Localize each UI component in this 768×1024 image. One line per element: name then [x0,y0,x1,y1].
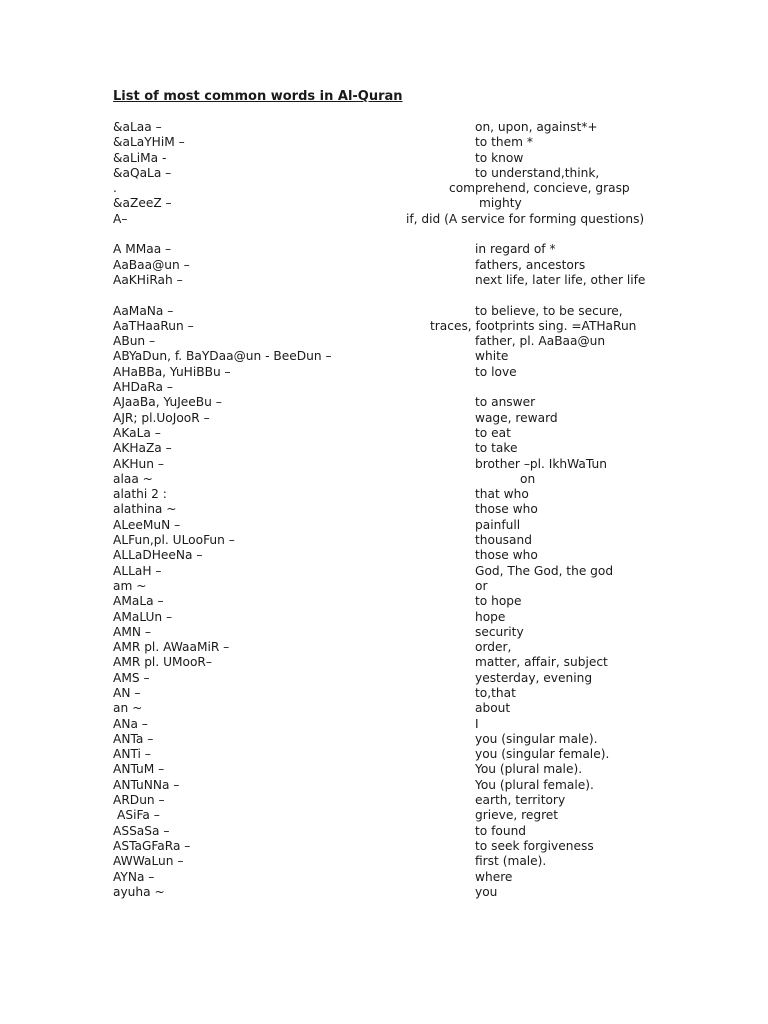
word-term: alaa ~ [113,471,153,486]
blank-line [0,227,768,242]
list-item [0,273,768,288]
word-meaning: fathers, ancestors [475,257,586,272]
word-term: AaMaNa – [113,303,174,318]
list-item [0,304,768,319]
word-meaning: traces, footprints sing. =ATHaRun [430,318,637,333]
list-item [0,732,768,747]
word-meaning: hope [475,609,506,624]
word-term: . [113,181,117,196]
word-term: am ~ [113,578,147,593]
list-item [0,594,768,609]
word-meaning: in regard of * [475,242,556,257]
list-item [0,319,768,334]
word-term: ASiFa – [117,808,160,823]
word-meaning: to seek forgiveness [475,838,594,853]
word-term: AKaLa – [113,425,161,440]
word-meaning: to eat [475,425,511,440]
word-meaning: brother –pl. IkhWaTun [475,456,607,471]
list-item [0,793,768,808]
word-term: AJaaBa, YuJeeBu – [113,395,222,410]
blank-line [0,288,768,303]
word-meaning: father, pl. AaBaa@un [475,334,606,349]
word-term: ABYaDun, f. BaYDaa@un - BeeDun – [113,349,332,364]
word-term: ANTuNNa – [113,777,180,792]
page-title: List of most common words in Al-Quran [113,89,403,104]
word-meaning: that who [475,487,529,502]
list-item [0,717,768,732]
word-term: ANTuM – [113,762,165,777]
word-term: AKHun – [113,456,164,471]
word-term: ALeeMuN – [113,517,181,532]
word-term: AHDaRa – [113,380,173,395]
word-meaning: those who [475,548,538,563]
word-meaning: to found [475,823,527,838]
list-item [0,808,768,823]
word-term: AMaLUn – [113,609,173,624]
list-item [0,885,768,900]
list-item [0,839,768,854]
word-meaning: to love [475,364,517,379]
list-item [0,472,768,487]
word-meaning: mighty [479,196,522,211]
word-meaning: grieve, regret [475,808,559,823]
word-meaning: to,that [475,685,516,700]
list-item [0,762,768,777]
word-meaning: to believe, to be secure, [475,303,623,318]
word-term: ALLaDHeeNa – [113,548,203,563]
word-meaning: if, did (A service for forming questions) [406,211,645,226]
word-term: AKHaZa – [113,441,172,456]
word-term: ASSaSa – [113,823,170,838]
word-term: AYNa – [113,869,155,884]
word-meaning: about [475,701,511,716]
list-item [0,671,768,686]
list-item [0,747,768,762]
list-item [0,196,768,211]
word-meaning: to take [475,441,518,456]
list-item [0,166,768,181]
word-term: ayuha ~ [113,884,165,899]
word-term: AHaBBa, YuHiBBu – [113,364,231,379]
list-item [0,395,768,410]
word-term: alathina ~ [113,502,177,517]
list-item [0,181,768,196]
word-term: AN – [113,685,141,700]
list-item [0,610,768,625]
word-term: AMaLa – [113,594,164,609]
word-meaning: I [475,716,479,731]
list-item [0,518,768,533]
list-item [0,564,768,579]
list-item [0,487,768,502]
word-meaning: to know [475,150,524,165]
word-meaning: yesterday, evening [475,670,593,685]
word-meaning: wage, reward [475,410,558,425]
word-term: ALLaH – [113,563,162,578]
word-meaning: to answer [475,395,536,410]
word-meaning: you (singular male). [475,731,598,746]
word-term: ANTa – [113,731,154,746]
word-meaning: on, upon, against*+ [475,120,598,134]
list-item [0,778,768,793]
word-term: an ~ [113,701,143,716]
list-item [0,135,768,150]
word-meaning: or [475,578,488,593]
word-meaning: God, The God, the god [475,563,614,578]
list-item [0,365,768,380]
list-item [0,426,768,441]
word-meaning: where [475,869,513,884]
word-meaning: you [475,884,498,899]
word-term: AaKHiRah – [113,272,183,287]
word-term: AMR pl. AWaaMiR – [113,640,230,655]
word-term: &aQaLa – [113,165,172,180]
list-item [0,854,768,869]
list-item [0,441,768,456]
word-meaning: white [475,349,509,364]
word-term: AaBaa@un – [113,257,190,272]
list-item [0,548,768,563]
list-item [0,212,768,227]
list-item [0,579,768,594]
word-term: AWWaLun – [113,854,184,869]
list-item [0,120,768,135]
list-item [0,258,768,273]
word-meaning: comprehend, concieve, grasp [449,181,630,196]
word-term: AaTHaaRun – [113,318,194,333]
word-list [0,120,768,900]
word-meaning: order, [475,640,512,655]
list-item [0,655,768,670]
list-item [0,457,768,472]
list-item [0,349,768,364]
list-item [0,380,768,395]
list-item [0,701,768,716]
word-meaning: thousand [475,533,532,548]
word-meaning: You (plural male). [475,762,583,777]
word-meaning: matter, affair, subject [475,655,608,670]
word-term: alathi 2 : [113,487,167,502]
word-meaning: first (male). [475,854,547,869]
word-term: A– [113,211,128,226]
word-meaning: earth, territory [475,793,566,808]
word-term: ASTaGFaRa – [113,838,191,853]
word-meaning: to them * [475,135,533,150]
word-term: AMN – [113,624,151,639]
word-term: ANa – [113,716,148,731]
list-item [0,502,768,517]
word-term: &aLaYHiM – [113,135,185,150]
word-meaning: security [475,624,524,639]
list-item [0,334,768,349]
word-term: &aLiMa - [113,150,167,165]
list-item [0,870,768,885]
list-item [0,411,768,426]
word-term: ANTi – [113,747,151,762]
list-item [0,533,768,548]
list-item [0,686,768,701]
word-term: AMS – [113,670,150,685]
word-term: ARDun – [113,793,165,808]
word-meaning: You (plural female). [475,777,594,792]
word-meaning: next life, later life, other life [475,272,646,287]
list-item [0,824,768,839]
word-meaning: those who [475,502,538,517]
list-item [0,640,768,655]
word-term: &aLaa – [113,120,162,134]
list-item [0,151,768,166]
word-meaning: you (singular female). [475,747,610,762]
list-item [0,242,768,257]
list-item [0,625,768,640]
word-meaning: to understand,think, [475,165,600,180]
word-term: AMR pl. UMooR– [113,655,212,670]
word-meaning: painfull [475,517,521,532]
word-meaning: on [520,471,536,486]
word-term: AJR; pl.UoJooR – [113,410,210,425]
word-term: A MMaa – [113,242,172,257]
word-meaning: to hope [475,594,522,609]
word-term: ABun – [113,334,156,349]
word-term: &aZeeZ – [113,196,172,211]
word-term: ALFun,pl. ULooFun – [113,533,235,548]
